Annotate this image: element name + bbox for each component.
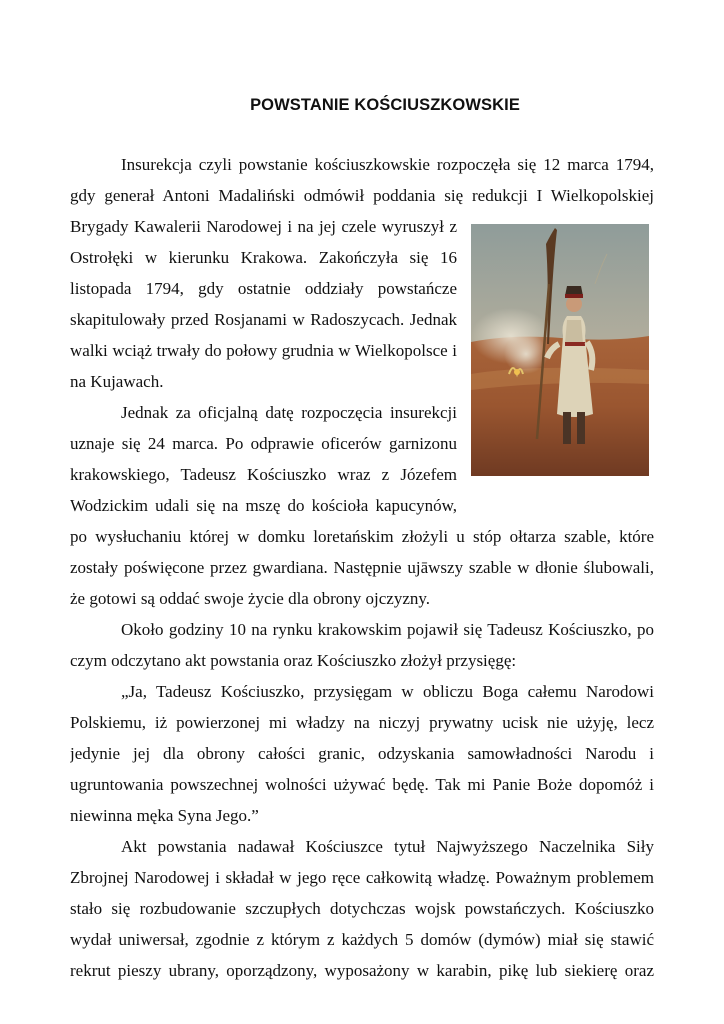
text-line: zostały poświęcone przez gwardiana. Następnie ujāwszy szable w dłonie ślubowali, (70, 558, 654, 577)
text-line: wydał uniwersał, zgodnie z którym z każdych 5 domów (dymów) miał się stawić (70, 930, 654, 949)
text-line: po wysłuchaniu której w domku loretańskim złożyli u stóp ołtarza szable, które (70, 527, 654, 546)
text-line: skapitulowały przed Rosjanami w Radoszycach. Jednak (70, 310, 457, 329)
text-line: listopada 1794, gdy ostatnie oddziały powstańcze (70, 279, 457, 298)
text-line: Insurekcja czyli powstanie kościuszkowskie rozpoczęła się 12 marca 1794, (121, 155, 654, 174)
text-line: stało się rozbudowanie szczupłych dotychczas wojsk powstańczych. Kościuszko (70, 899, 654, 918)
text-line: jedynie jej dla obrony całości granic, odzyskania samowładności Narodu i (70, 744, 654, 763)
text-line: uznaje się 24 marca. Po odprawie oficerów garnizonu (70, 434, 457, 453)
text-line: „Ja, Tadeusz Kościuszko, przysięgam w obliczu Boga całemu Narodowi (121, 682, 654, 701)
text-line: Ostrołęki w kierunku Krakowa. Zakończyła się 16 (70, 248, 457, 267)
text-line: Akt powstania nadawał Kościuszce tytuł Najwyższego Naczelnika Siły (121, 837, 654, 856)
text-line: walki wciąż trwały do połowy grudnia w Wielkopolsce i (70, 341, 457, 360)
text-line: Polskiemu, iż powierzonej mi władzy na niczyj prywatny ucisk nie użyję, lecz (70, 713, 654, 732)
text-line: niewinna męka Syna Jego.” (70, 806, 259, 825)
document-title: POWSTANIE KOŚCIUSZKOWSKIE (250, 96, 520, 114)
text-line: ugruntowania powszechnej wolności używać będę. Tak mi Panie Boże dopomóż i (70, 775, 654, 794)
text-line: rekrut pieszy ubrany, oporządzony, wyposażony w karabin, pikę lub siekierę oraz (70, 961, 654, 980)
text-line: Około godziny 10 na rynku krakowskim pojawił się Tadeusz Kościuszko, po (121, 620, 654, 639)
text-line: na Kujawach. (70, 372, 164, 391)
text-line: krakowskiego, Tadeusz Kościuszko wraz z Józefem (70, 465, 457, 484)
text-line: Wodzickim udali się na mszę do kościoła kapucynów, (70, 496, 457, 515)
painting-image (471, 224, 649, 476)
text-line: Jednak za oficjalną datę rozpoczęcia insurekcji (121, 403, 457, 422)
text-line: Zbrojnej Narodowej i składał w jego ręce całkowitą władzę. Poważnym problemem (70, 868, 654, 887)
text-line: gdy generał Antoni Madaliński odmówił poddania się redukcji I Wielkopolskiej (70, 186, 654, 205)
kosynier-painting-illustration (471, 224, 649, 476)
text-line: Brygady Kawalerii Narodowej i na jej czele wyruszył z (70, 217, 457, 236)
text-line: czym odczytano akt powstania oraz Kościuszko złożył przysięgę: (70, 651, 517, 670)
text-line: że gotowi są oddać swoje życie dla obrony ojczyzny. (70, 589, 431, 608)
